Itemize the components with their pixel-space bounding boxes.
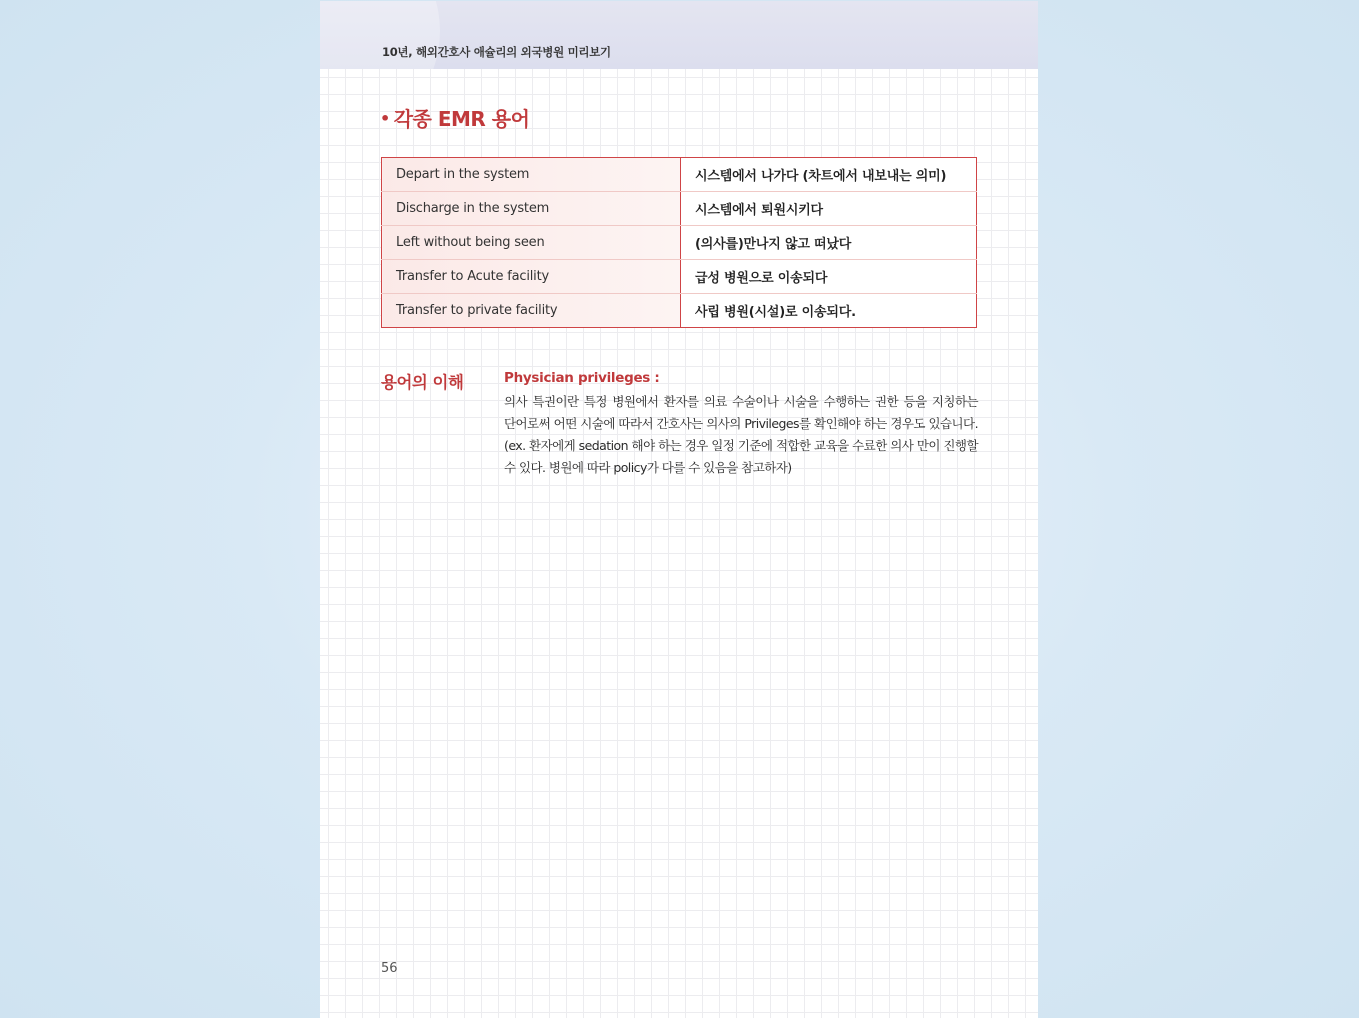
term-english: Left without being seen [382, 226, 681, 260]
term-english: Discharge in the system [382, 192, 681, 226]
page-number: 56 [381, 961, 398, 976]
emr-terms-table [381, 157, 977, 328]
document-page [320, 1, 1038, 1018]
section-title-text: 각종 EMR 용어 [393, 107, 530, 131]
page-header [320, 1, 1038, 69]
table-row [382, 192, 977, 226]
running-title: 10년, 해외간호사 애슐리의 외국병원 미리보기 [382, 45, 611, 59]
term-korean: 시스템에서 퇴원시키다 [681, 192, 977, 226]
term-english: Transfer to private facility [382, 294, 681, 328]
term-explanation-heading: Physician privileges : [504, 370, 660, 386]
bullet-icon: • [380, 109, 390, 128]
term-korean: 시스템에서 나가다 (차트에서 내보내는 의미) [681, 158, 977, 192]
term-english: Transfer to Acute facility [382, 260, 681, 294]
table-row [382, 294, 977, 328]
term-korean: 급성 병원으로 이송되다 [681, 260, 977, 294]
term-korean: 사립 병원(시설)로 이송되다. [681, 294, 977, 328]
table-row [382, 226, 977, 260]
term-korean: (의사를)만나지 않고 떠났다 [681, 226, 977, 260]
term-explanation-label: 용어의 이해 [381, 373, 464, 392]
term-explanation-body: 의사 특권이란 특정 병원에서 환자를 의료 수술이나 시술을 수행하는 권한 등을 지칭하는 단어로써 어떤 시술에 따라서 간호사는 의사의 Privileges를 확인해야 하는 경우도 있습니다. (ex. 환자에게 sedation 해야 하는 경우 일정 기준에 적합한 교육을 수료한 의사 만이 진행할 수 있다. 병원에 따라 policy가 다를 수 있음을 참고하자) [504, 394, 978, 475]
table-row [382, 260, 977, 294]
term-english: Depart in the system [382, 158, 681, 192]
section-title [380, 103, 529, 132]
table-row [382, 158, 977, 192]
